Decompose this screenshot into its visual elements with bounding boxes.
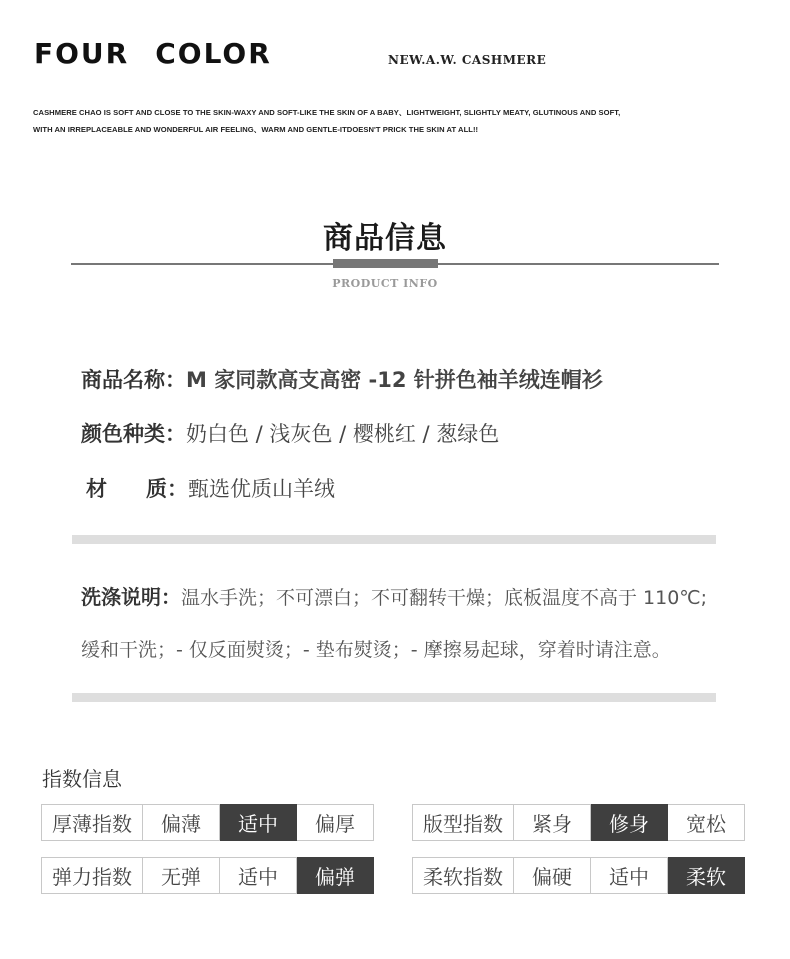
- divider-bar-top: [72, 535, 716, 544]
- elasticity-option: 无弹: [143, 858, 220, 894]
- description-line-2: WITH AN IRREPLACEABLE AND WONDERFUL AIR FEELING、WARM AND GENTLE-ITDOESN'T PRICK THE SKIN AT ALL!!: [33, 125, 479, 134]
- material-value: 甄选优质山羊绒: [188, 477, 335, 501]
- wash-line-1: [81, 581, 707, 610]
- elasticity-index-name: 弹力指数: [42, 858, 143, 894]
- color-label: 颜色种类：: [81, 422, 186, 446]
- softness-option: 柔软: [668, 858, 745, 894]
- section-title: 商品信息: [323, 221, 447, 256]
- elasticity-option: 偏弹: [297, 858, 374, 894]
- material-row: [86, 473, 335, 503]
- thickness-option: 偏厚: [297, 805, 374, 841]
- softness-option: 偏硬: [514, 858, 591, 894]
- wash-line-2: 缓和干洗；- 仅反面熨烫；- 垫布熨烫；- 摩擦易起球，穿着时请注意。: [81, 639, 671, 661]
- wash-text-1: 温水手洗；不可漂白；不可翻转干燥；底板温度不高于 110℃;: [181, 587, 708, 609]
- index-title: 指数信息: [42, 767, 122, 791]
- color-row: [81, 418, 499, 448]
- fit-index-name: 版型指数: [413, 805, 514, 841]
- product-name-label: 商品名称：: [81, 368, 186, 392]
- sub-brand: NEW.A.W. CASHMERE: [388, 53, 547, 67]
- fit-option: 修身: [591, 805, 668, 841]
- brand-word-four: FOUR: [34, 37, 130, 70]
- elasticity-option: 适中: [220, 858, 297, 894]
- brand-word-color: COLOR: [155, 37, 272, 70]
- divider-bar-bottom: [72, 693, 716, 702]
- thickness-option: 适中: [220, 805, 297, 841]
- color-value: 奶白色 / 浅灰色 / 樱桃红 / 葱绿色: [186, 422, 500, 446]
- section-subtitle: PRODUCT INFO: [332, 277, 438, 290]
- softness-option: 适中: [591, 858, 668, 894]
- section-divider-accent: [333, 259, 438, 268]
- fit-index-table: [412, 804, 745, 841]
- brand-title: [34, 37, 272, 70]
- thickness-index-table: [41, 804, 374, 841]
- softness-index-name: 柔软指数: [413, 858, 514, 894]
- fit-option: 紧身: [514, 805, 591, 841]
- thickness-option: 偏薄: [143, 805, 220, 841]
- material-label-b: 质：: [146, 477, 188, 501]
- product-name-value: M 家同款高支高密 -12 针拼色袖羊绒连帽衫: [186, 368, 603, 392]
- fit-option: 宽松: [668, 805, 745, 841]
- wash-label: 洗涤说明：: [81, 585, 181, 609]
- description-line-1: CASHMERE CHAO IS SOFT AND CLOSE TO THE SKIN-WAXY AND SOFT-LIKE THE SKIN OF A BABY、LIGHTWEIGHT, SLIGHTLY MEATY, GLUTINOUS AND SOFT,: [33, 108, 621, 117]
- elasticity-index-table: [41, 857, 374, 894]
- product-name-row: [81, 364, 603, 394]
- softness-index-table: [412, 857, 745, 894]
- material-label-a: 材: [86, 477, 107, 501]
- thickness-index-name: 厚薄指数: [42, 805, 143, 841]
